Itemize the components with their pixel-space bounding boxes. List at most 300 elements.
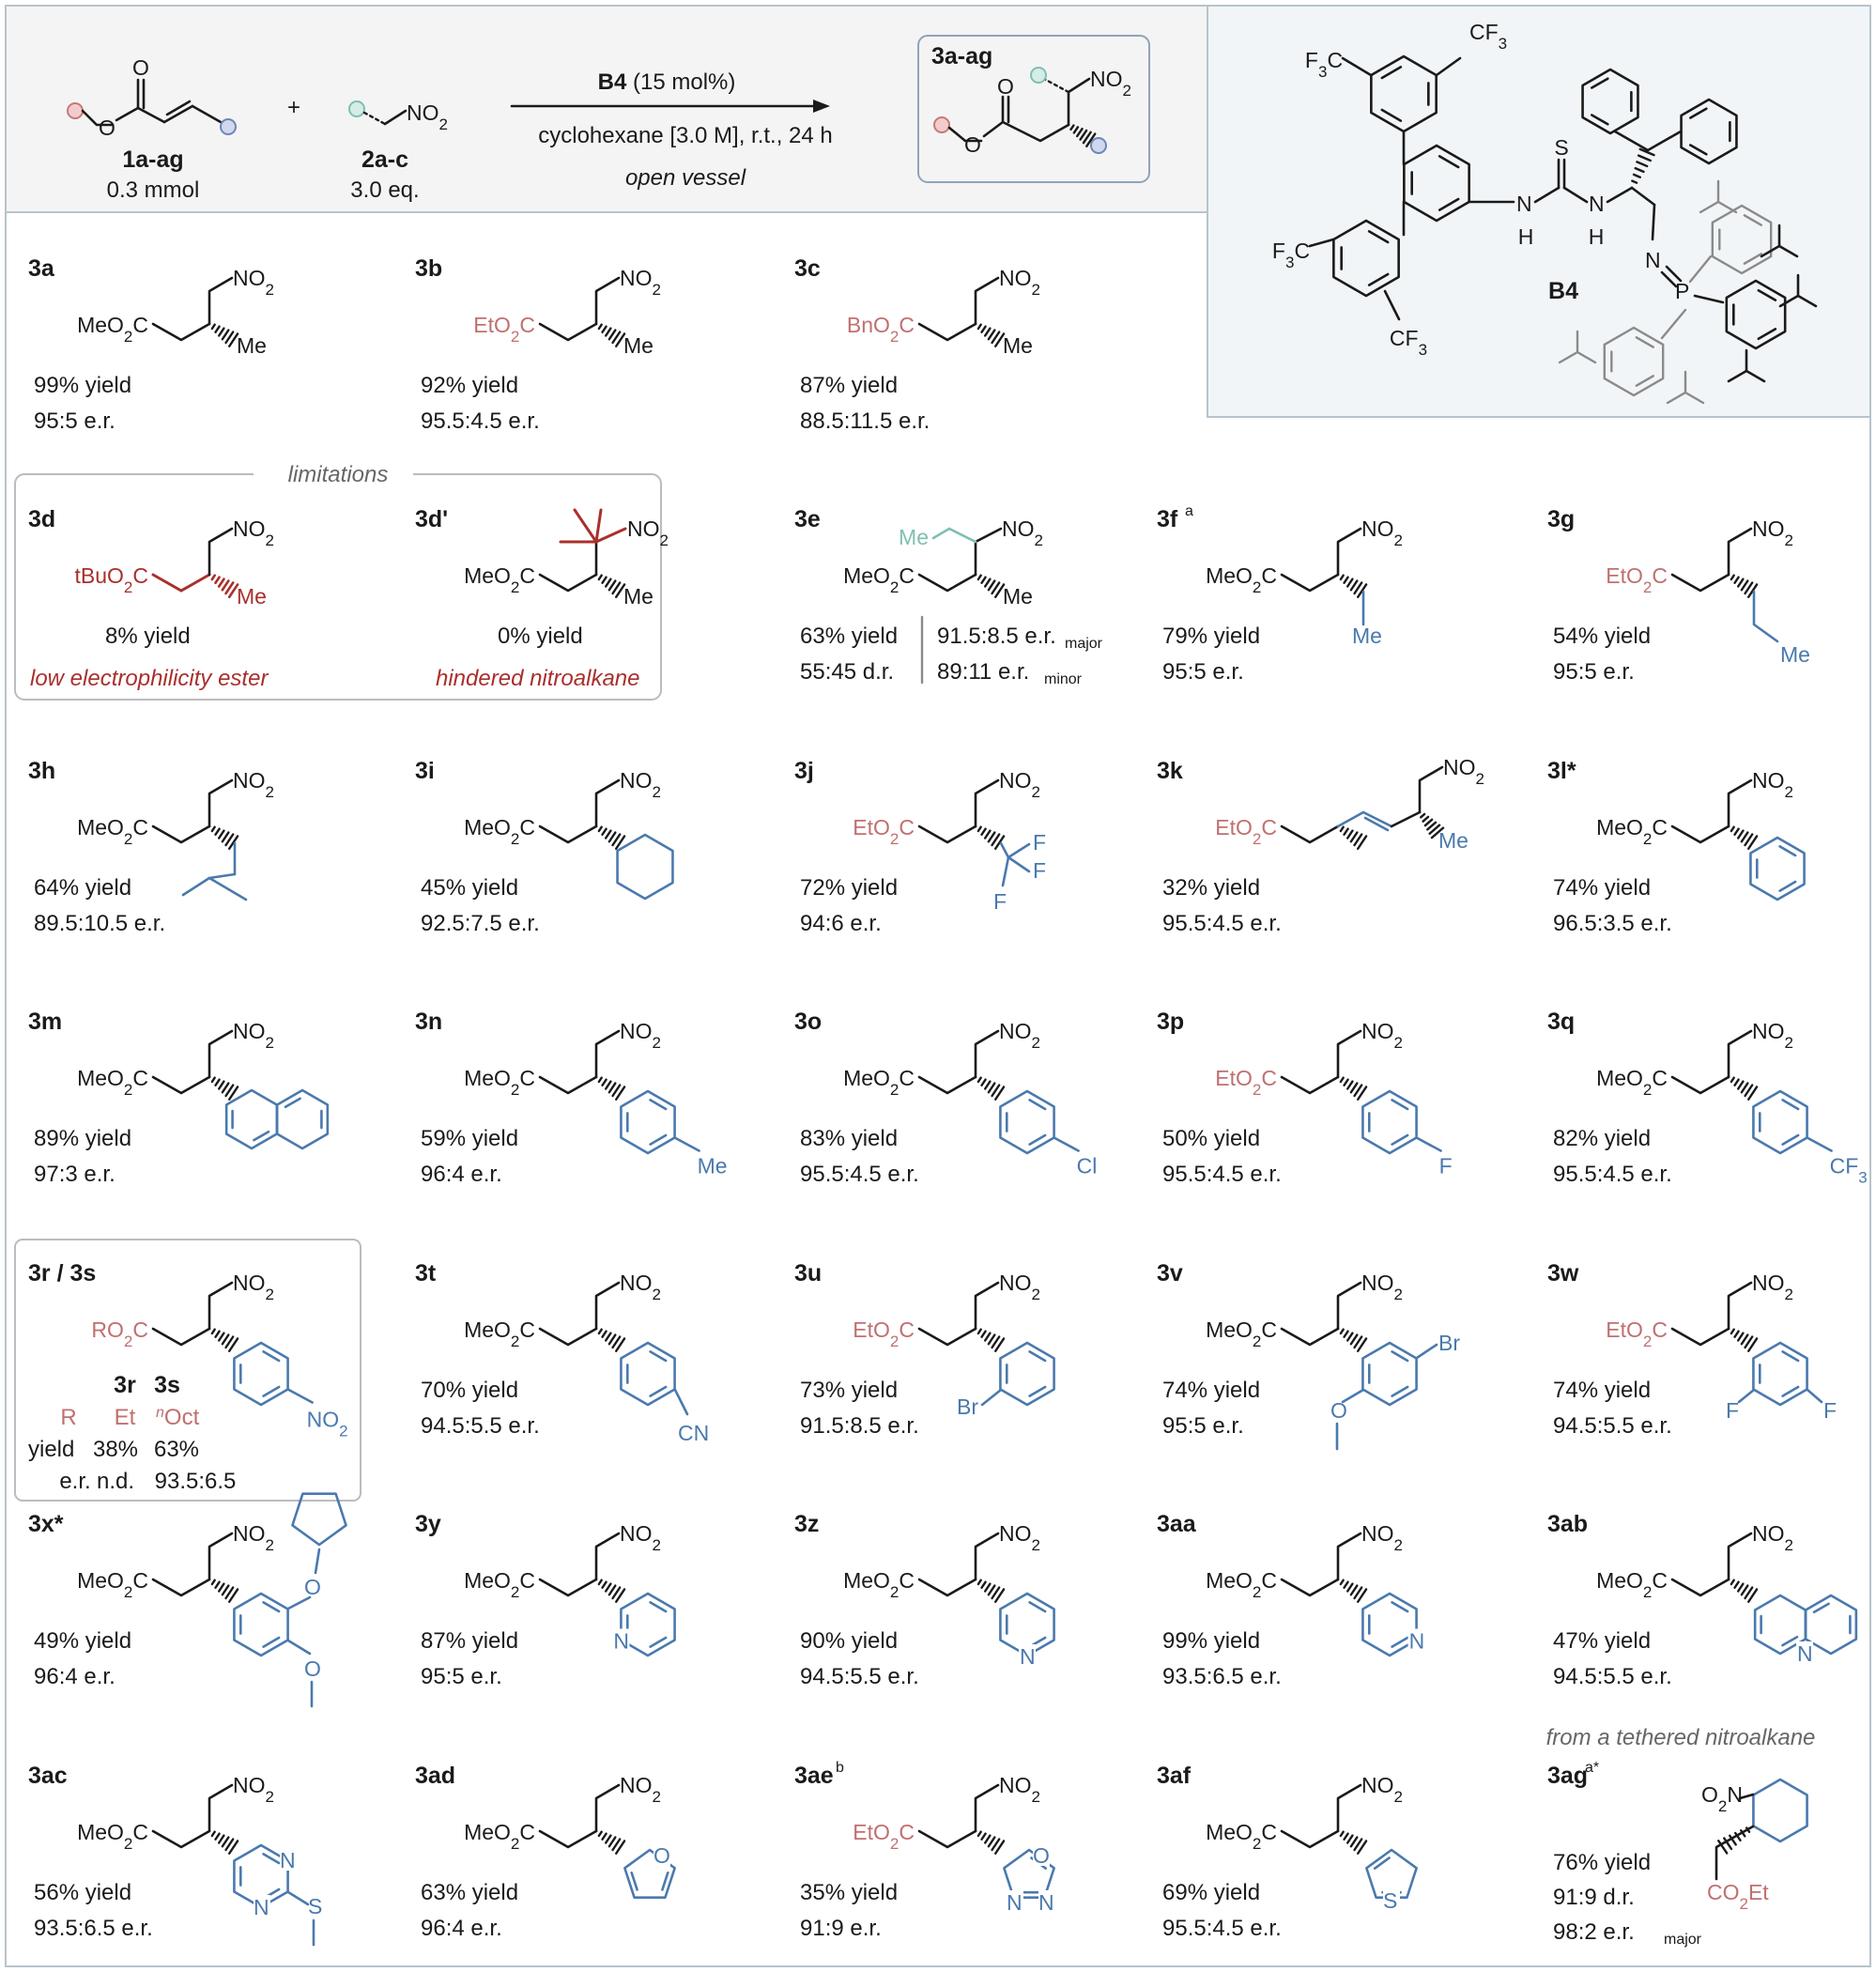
formula-part: C (132, 815, 148, 840)
ester-substituent-dot (934, 117, 949, 132)
ester-group (464, 1317, 535, 1350)
product-entry-3ag (1547, 1760, 1807, 1948)
aryl-ring (621, 1091, 674, 1153)
hashed-wedge-bond (1731, 1330, 1757, 1351)
nitro-group (233, 266, 274, 299)
er-value: 96:4 e.r. (34, 1664, 115, 1689)
ring-outline (618, 835, 673, 899)
yield-value: 73% yield (800, 1378, 899, 1403)
hash-stripe (1351, 1335, 1357, 1345)
aryl-ring (1753, 1343, 1807, 1405)
compound-label: 3l* (1547, 758, 1576, 784)
methyl-substituent (1003, 584, 1033, 609)
nitro-group (233, 1521, 274, 1554)
compound-label: 3a (28, 255, 54, 282)
backbone-bond (1392, 812, 1420, 826)
cyclohexyl-ring (618, 835, 673, 899)
fluorine (993, 889, 1007, 914)
backbone-bond (153, 575, 209, 591)
formula-part: 2 (1252, 1080, 1262, 1099)
nitroalkyl-substituent-dot (349, 101, 364, 116)
formula-part: NO (620, 266, 653, 290)
backbone-bond (919, 1579, 976, 1595)
nitromethyl-bond (1729, 1031, 1751, 1077)
compound-label: 3n (415, 1009, 443, 1035)
er-value: 94:6 e.r. (800, 911, 882, 936)
yield-value: 83% yield (800, 1126, 899, 1151)
compound-label: 3g (1547, 506, 1576, 532)
formula-part: MeO (77, 1820, 124, 1844)
nitromethyl-bond (209, 278, 232, 324)
formula-part: 2 (1252, 1834, 1262, 1853)
hash-stripe (1345, 578, 1348, 583)
formula-part: CF (1829, 1153, 1859, 1179)
hash-stripe (212, 827, 215, 831)
compound-label: 3t (415, 1260, 437, 1286)
aryl-ring (1000, 1091, 1053, 1153)
er-value: 95:5 e.r. (1162, 1413, 1244, 1439)
hashed-wedge-bond (1731, 1580, 1757, 1602)
nitro-group (1443, 755, 1484, 788)
backbone-bond (1282, 1329, 1338, 1345)
ester-group (847, 313, 915, 346)
nitromethyl-bond (1338, 529, 1361, 575)
yield-value: 99% yield (1162, 1628, 1261, 1654)
hash-stripe (219, 1836, 223, 1843)
table-r-3r: Et (114, 1405, 136, 1430)
backbone-bond (1282, 826, 1338, 842)
compound-label: 3k (1157, 758, 1183, 784)
formula-part: O (99, 116, 115, 140)
nitromethyl-bond (209, 780, 232, 826)
ring-outline (1753, 1779, 1807, 1841)
formula-part: MeO (77, 313, 124, 337)
er-value: 95:5 e.r. (1162, 659, 1244, 685)
er-value: 94.5:5.5 e.r. (1553, 1413, 1672, 1439)
hashed-wedge-bond (599, 325, 624, 347)
hashed-wedge-bond (212, 1330, 238, 1351)
formula-part: N (280, 1848, 296, 1872)
ring-nitrogen (613, 1629, 629, 1654)
nitro-group (620, 1773, 661, 1806)
ester-group (1596, 1066, 1668, 1099)
methyl-substituent (237, 333, 267, 358)
substituent-bond (1417, 1138, 1441, 1151)
formula-part: C (1261, 1066, 1277, 1090)
formula-part: 2 (1393, 1033, 1403, 1052)
butyl-bond (1754, 592, 1777, 641)
methoxy-oxygen (304, 1656, 321, 1681)
compound-label: 3b (415, 255, 443, 282)
formula-part: RO (91, 1317, 124, 1342)
naphthyl-ring-b (277, 1090, 328, 1148)
formula-part: NO (999, 1271, 1032, 1295)
substituent-bond (675, 1138, 700, 1151)
formula-part: C (132, 313, 148, 337)
formula-part: 2 (1031, 782, 1040, 801)
product-entry-3v (1157, 1260, 1460, 1449)
compound-label: 3m (28, 1009, 63, 1035)
hash-stripe (216, 327, 220, 332)
hash-stripe (982, 578, 986, 583)
formula-part: 2 (510, 578, 520, 596)
backbone-bond (540, 575, 596, 591)
backbone-bond (919, 575, 976, 591)
plus-sign: + (286, 95, 301, 120)
formula-part: C (1652, 815, 1668, 840)
hash-stripe (219, 1584, 223, 1592)
yield-value: 59% yield (421, 1126, 519, 1151)
major-tag: major (1065, 636, 1103, 652)
hash-stripe (1742, 833, 1747, 842)
ester-group (843, 563, 915, 596)
er-value: 95:5 e.r. (34, 408, 115, 434)
cf-bond (1008, 857, 1029, 871)
hash-stripe (216, 1332, 220, 1337)
formula-part: 2 (1642, 578, 1653, 596)
formula-part: S (1554, 135, 1569, 160)
formula-part: 2 (1031, 1285, 1040, 1303)
hash-stripe (982, 327, 986, 332)
er-minor-value: 89:11 e.r. (937, 659, 1030, 685)
formula-part: 3 (1498, 34, 1508, 53)
formula-part: tBuO (74, 563, 124, 588)
thioether-bond (288, 1892, 308, 1904)
er-value: 95:5 e.r. (421, 1664, 502, 1689)
hash-stripe (603, 1582, 607, 1588)
hashed-wedge-bond (212, 325, 238, 347)
formula-part: NO (999, 1773, 1032, 1797)
substituent-bond (1054, 1138, 1079, 1151)
formula-part: 2 (1739, 1894, 1748, 1913)
formula-part: 2 (265, 782, 274, 801)
formula-part: 2 (438, 115, 448, 133)
ethyl-methyl (899, 525, 929, 549)
fluorine (1033, 830, 1046, 855)
formula-part: Me (899, 525, 929, 549)
ester-group (1206, 1568, 1277, 1601)
yield-value: 54% yield (1553, 624, 1652, 649)
formula-part: 2 (889, 829, 900, 848)
table-col-3r: 3r (114, 1372, 136, 1398)
formula-part: C (1261, 1317, 1277, 1342)
compound-label: 3p (1157, 1009, 1185, 1035)
ester-oxygen (964, 132, 981, 157)
hash-stripe (219, 1333, 223, 1341)
hashed-wedge-bond (599, 1078, 624, 1100)
er-value: 95.5:4.5 e.r. (421, 408, 540, 434)
aryl-ring (234, 1343, 287, 1405)
nitromethyl-bond (1338, 1785, 1361, 1831)
product-entry-3j (794, 758, 1046, 936)
hash-stripe (1735, 1332, 1739, 1337)
formula-part: BnO (846, 313, 890, 337)
formula-part: C (132, 563, 148, 588)
product-entry-3af (1157, 1763, 1417, 1941)
product-entry-3h (28, 758, 274, 936)
reactant2-label: 2a-c (361, 146, 409, 173)
nitro-group (999, 266, 1040, 299)
hash-stripe (212, 1580, 215, 1584)
ring-oxygen (1033, 1843, 1050, 1868)
backbone-bond (1672, 1077, 1729, 1093)
aryl-ring (1362, 1091, 1416, 1153)
hash-stripe (1341, 1078, 1344, 1082)
backbone-bond (1282, 1579, 1338, 1595)
hash-stripe (609, 1838, 615, 1847)
nitromethyl-bond (1420, 767, 1442, 812)
ester-group (1215, 1066, 1277, 1099)
formula-part: NO (999, 1019, 1032, 1043)
formula-part: F (1304, 48, 1318, 72)
hashed-wedge-bond (212, 1078, 238, 1100)
ester-group (464, 815, 535, 848)
hash-stripe (1742, 581, 1747, 591)
hashed-wedge-bond (1341, 1832, 1366, 1854)
ring-outline (621, 1091, 674, 1153)
compound-label: 3w (1547, 1260, 1579, 1286)
hash-stripe (223, 1335, 228, 1345)
ester-group (464, 1820, 535, 1853)
ortho-bromo (957, 1394, 978, 1419)
formula-part: NO (1752, 1521, 1785, 1546)
aryl-ring (1362, 1343, 1416, 1405)
hash-stripe (609, 331, 615, 340)
product-entry-3t (415, 1260, 709, 1445)
ester-group (1206, 1317, 1277, 1350)
yield-value: 90% yield (800, 1628, 899, 1654)
hash-stripe (1731, 576, 1734, 579)
formula-part: MeO (77, 1066, 124, 1090)
er-value: 91.5:8.5 e.r. (800, 1413, 919, 1439)
product-entry-3g (1547, 506, 1810, 685)
ester-group (843, 1066, 915, 1099)
formula-part: F (1033, 858, 1047, 883)
yield-value: 87% yield (800, 373, 899, 398)
compound-label: 3h (28, 758, 56, 784)
ester-group (77, 1568, 148, 1601)
formula-part: 2 (1642, 1582, 1653, 1601)
hash-stripe (978, 1580, 981, 1584)
yield-value: 76% yield (1553, 1850, 1652, 1875)
formula-part: 2 (1393, 1787, 1403, 1806)
formula-part: 2 (652, 280, 661, 299)
yield-value: 92% yield (421, 373, 519, 398)
formula-part: S (308, 1894, 323, 1918)
table-col-3s: 3s (154, 1372, 180, 1398)
formula-part: MeO (77, 1568, 124, 1593)
thiourea-h (1589, 224, 1605, 249)
formula-part: 2 (1034, 531, 1043, 549)
carbonyl-oxygen (997, 74, 1014, 99)
er-value: 98:2 e.r. (1553, 1919, 1635, 1945)
limitation-reason: hindered nitroalkane (436, 666, 640, 691)
nitro-group (1361, 1271, 1403, 1303)
product-entry-3ae (794, 1760, 1055, 1941)
methyl-substituent (623, 333, 654, 358)
backbone-bond (540, 826, 596, 842)
methoxy-oxygen (1330, 1398, 1347, 1423)
yield-table (28, 1372, 236, 1494)
formula-part: C (1652, 1066, 1668, 1090)
hash-stripe (1341, 1580, 1344, 1584)
ring-outline (1000, 1343, 1053, 1405)
hashed-wedge-bond (978, 1078, 1004, 1100)
formula-part: EtO (853, 1820, 890, 1844)
ring-outline (234, 1594, 287, 1656)
hash-stripe (1735, 1080, 1739, 1086)
formula-part: NO (1752, 1019, 1785, 1043)
product-entry-3b (415, 255, 661, 434)
compound-label: 3o (794, 1009, 823, 1035)
formula-part: NO (1361, 1521, 1394, 1546)
compound-label: 3q (1547, 1009, 1576, 1035)
formula-part: N (1516, 192, 1532, 216)
formula-part: O (132, 55, 149, 80)
ester-group (1606, 563, 1668, 596)
ester-group (1206, 1820, 1277, 1853)
nitromethyl-bond (596, 780, 619, 826)
ester-group (1206, 563, 1277, 596)
hash-stripe (978, 1078, 981, 1082)
nitromethyl-bond (596, 1533, 619, 1579)
ester-group (843, 1568, 915, 1601)
nitromethyl-bond (596, 278, 619, 324)
formula-part: 2 (510, 1582, 520, 1601)
hash-stripe (982, 1080, 986, 1086)
br-bond (982, 1390, 1001, 1405)
hash-stripe (1738, 1584, 1743, 1592)
ester-group (1707, 1880, 1769, 1913)
vessel-note: open vessel (624, 165, 746, 191)
er-value: 92.5:7.5 e.r. (421, 911, 540, 936)
hash-stripe (219, 329, 223, 336)
formula-part: N (1589, 192, 1605, 216)
formula-part: NO (233, 266, 266, 290)
product-entry-3ad (415, 1763, 675, 1941)
formula-part: NO (233, 768, 266, 793)
formula-part: H (1517, 224, 1534, 249)
formula-part: NO (999, 266, 1032, 290)
ester-group (77, 1820, 148, 1853)
ester-group (74, 563, 148, 596)
formula-part: N (1408, 1628, 1425, 1654)
compound-label: 3e (794, 506, 821, 532)
hash-stripe (989, 1084, 994, 1093)
formula-part: C (1294, 239, 1311, 263)
compound-superscript: a (1185, 503, 1193, 519)
methyl-substituent (1003, 333, 1033, 358)
formula-part: NO (620, 1019, 653, 1043)
er-value: 95:5 e.r. (1553, 659, 1635, 685)
er-value: 94.5:5.5 e.r. (421, 1413, 540, 1439)
formula-part: 2 (123, 1080, 133, 1099)
formula-part: 2 (510, 1834, 520, 1853)
formula-part: O (304, 1656, 321, 1681)
backbone-bond (919, 826, 976, 842)
formula-part: NO (1002, 516, 1035, 541)
formula-part: 2 (1784, 531, 1793, 549)
hash-stripe (978, 1832, 981, 1836)
ester-oxygen (99, 116, 115, 140)
ring-nitrogen (280, 1848, 296, 1872)
formula-part: NO (233, 1271, 266, 1295)
ester-group (77, 313, 148, 346)
gem-dimethyl-bond (575, 510, 596, 542)
formula-part: 2 (1642, 1080, 1653, 1099)
nitro-group (1361, 1521, 1403, 1554)
formula-part: NO (620, 768, 653, 793)
formula-part: NO (1361, 1773, 1394, 1797)
hash-stripe (603, 829, 607, 835)
formula-part: 2 (889, 578, 900, 596)
iminophosphorane-n (1645, 248, 1661, 272)
backbone-bond (540, 324, 596, 340)
table-er-3s: 93.5:6.5 (154, 1469, 237, 1494)
product-grid (15, 255, 1868, 1948)
formula-part: NO (233, 516, 266, 541)
backbone-bond (919, 1831, 976, 1847)
formula-part: Me (1438, 828, 1469, 853)
formula-part: 2 (889, 1582, 900, 1601)
backbone-bond (919, 324, 976, 340)
thiourea-n (1516, 192, 1532, 216)
formula-part: NO (1443, 755, 1476, 779)
formula-part: C (899, 1820, 915, 1844)
er-value: 94.5:5.5 e.r. (800, 1664, 919, 1689)
product-entry-3n (415, 1009, 728, 1187)
catalyst-label: B4 (1548, 278, 1578, 304)
formula-part: NO (1752, 516, 1785, 541)
nitro-group (999, 1773, 1040, 1806)
ring-nitrogen (1038, 1890, 1054, 1915)
formula-part: C (899, 313, 915, 337)
formula-part: Me (623, 584, 654, 609)
formula-part: NO (233, 1521, 266, 1546)
formula-part: C (132, 1066, 148, 1090)
ring-outline (1806, 1595, 1856, 1654)
backbone-bond (1282, 575, 1338, 591)
hash-stripe (219, 1082, 223, 1089)
formula-part: 2 (510, 1080, 520, 1099)
hash-stripe (219, 579, 223, 587)
formula-part: N (1645, 248, 1661, 272)
hash-stripe (216, 578, 220, 583)
formula-part: C (1261, 563, 1277, 588)
compound-label: 3f (1157, 506, 1178, 532)
formula-part: Me (237, 333, 267, 358)
formula-part: 2 (123, 1582, 133, 1601)
oct-text: Oct (163, 1405, 200, 1430)
formula-part: 2 (1252, 1332, 1262, 1350)
formula-part: O (304, 1575, 321, 1599)
nitromethyl-bond (596, 1785, 619, 1831)
formula-part: C (1652, 1317, 1668, 1342)
formula-part: NO (1361, 1019, 1394, 1043)
formula-part: 2 (265, 280, 274, 299)
hashed-wedge-bond (1341, 1580, 1366, 1602)
hash-stripe (989, 1586, 994, 1595)
carbonyl-oxygen (132, 55, 149, 80)
er-value: 95.5:4.5 e.r. (1162, 1162, 1282, 1187)
er-major-value: 91.5:8.5 e.r. (937, 624, 1056, 649)
formula-part: 2 (339, 1422, 348, 1440)
formula-part: MeO (1206, 1317, 1253, 1342)
formula-part: 2 (510, 327, 520, 346)
yield-value: 47% yield (1553, 1628, 1652, 1654)
nitro-group (620, 266, 661, 299)
methyl-substituent (623, 584, 654, 609)
